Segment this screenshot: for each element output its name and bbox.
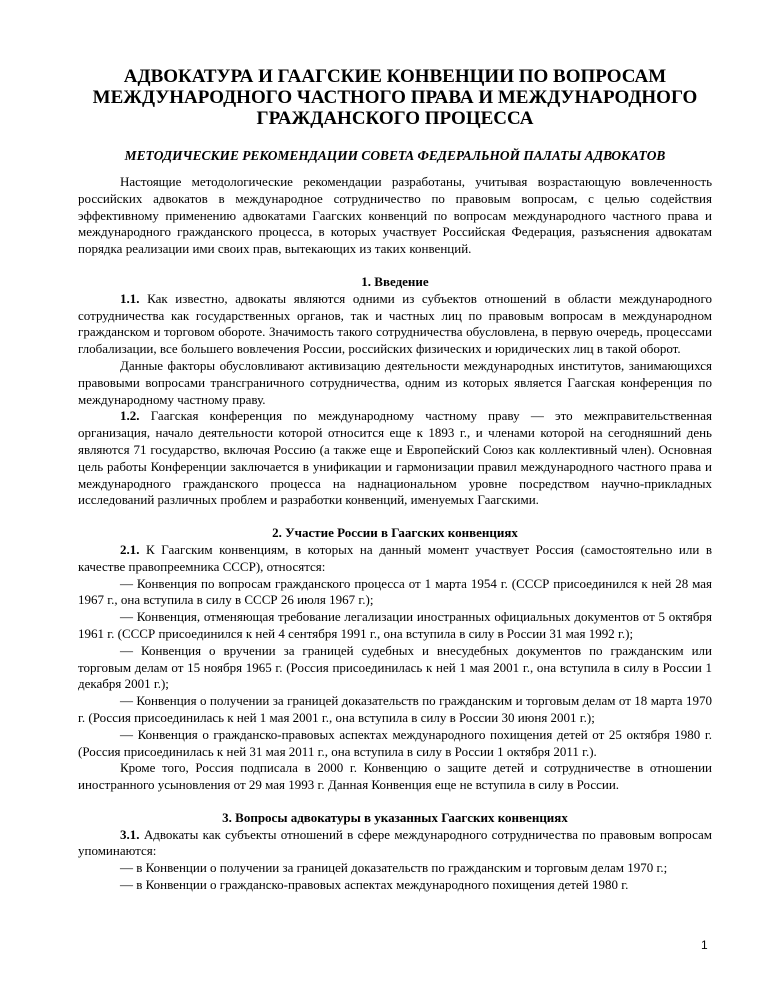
- section-1-paragraph-3: [78, 408, 712, 509]
- section-3-paragraph-1: [78, 827, 712, 861]
- section-2-paragraph-2: Кроме того, Россия подписала в 2000 г. Конвенцию о защите детей и сотрудничестве в отношении иностранного усыновления от 29 мая 1993 г. Данная Конвенция еще не вступила в силу в России.: [78, 760, 712, 793]
- document-title: [78, 66, 712, 129]
- title-line: МЕЖДУНАРОДНОГО ЧАСТНОГО ПРАВА И МЕЖДУНАРОДНОГО: [92, 87, 698, 108]
- convention-list-item: — Конвенция, отменяющая требование легализации иностранных официальных документов от 5 октября 1961 г. (СССР присоединился к ней 4 сентября 1991 г., она вступила в силу в России 31 мая 1992 г.);: [78, 609, 712, 641]
- title-line: ГРАЖДАНСКОГО ПРОЦЕССА: [256, 108, 534, 129]
- section-2-heading: 2. Участие России в Гаагских конвенциях: [272, 525, 518, 541]
- convention-list-item: — в Конвенции о получении за границей доказательств по гражданским и торговым делам 1970 г.;: [120, 860, 668, 876]
- clause-number: 2.1.: [120, 541, 140, 557]
- section-1-paragraph-1: [78, 291, 712, 358]
- paragraph-text: К Гаагским конвенциям, в которых на данный момент участвует Россия (самостоятельно или в качестве правопреемника СССР), относятся:: [78, 541, 712, 574]
- section-1-heading: 1. Введение: [361, 273, 429, 289]
- clause-number: 1.1.: [120, 290, 140, 306]
- section-1-paragraph-2: Данные факторы обусловливают активизацию деятельности международных институтов, занимающихся правовыми вопросами трансграничного сотрудничества, одним из которых является Гаагская конференция по международному частному праву.: [78, 357, 712, 407]
- document-subtitle: МЕТОДИЧЕСКИЕ РЕКОМЕНДАЦИИ СОВЕТА ФЕДЕРАЛЬНОЙ ПАЛАТЫ АДВОКАТОВ: [124, 148, 666, 163]
- clause-number: 3.1.: [120, 826, 140, 842]
- document-body: [78, 66, 712, 894]
- convention-list-item: — Конвенция о гражданско-правовых аспектах международного похищения детей от 25 октября 1980 г. (Россия присоединилась к ней 31 мая 2011 г., она вступила в силу в России 1 октября 2011 г.).: [78, 726, 712, 759]
- paragraph-text: Адвокаты как субъекты отношений в сфере международного сотрудничества по правовым вопросам упоминаются:: [78, 826, 712, 859]
- convention-list-item: — Конвенция о вручении за границей судебных и внесудебных документов по гражданским или торговым делам от 15 ноября 1965 г. (Россия присоединилась к ней 1 мая 2001 г., она вступила в силу в России 1 декабря 2001 г.);: [78, 642, 712, 692]
- intro-paragraph: Настоящие методологические рекомендации разработаны, учитывая возрастающую вовлеченность российских адвокатов в международное сотрудничество по правовым вопросам, с целью содействия эффективному применению адвокатами Гаагских конвенций по вопросам международного частного права и международного гражданского процесса, в которых участвует Российская Федерация, разъяснения адвокатам порядка реализации ими своих прав, вытекающих из таких конвенций.: [78, 174, 712, 257]
- page-number: 1: [701, 938, 708, 952]
- paragraph-text: Гаагская конференция по международному частному праву — это межправительственная организация, начало деятельности которой относится еще к 1893 г., и членами которой на сегодняшний день являются 71 государство, включая Россию (а также еще и Европейский Союз как коллективный член). Основная цель работы Конференции заключается в унификации и гармонизации правил международного частного права и международного гражданского процесса на наднациональном уровне посредством научно-прикладных исследований различных проблем и разработки конвенций, именуемых Гаагскими.: [78, 408, 712, 508]
- paragraph-text: Как известно, адвокаты являются одними из субъектов отношений в области международного сотрудничества как государственных органов, так и частных лиц по правовым вопросам в международном гражданском и торговом обороте. Значимость такого сотрудничества обусловлена, в первую очередь, процессами глобализации, все большего вовлечения России, российских физических и юридических лиц в такой оборот.: [78, 290, 712, 357]
- section-3-heading: 3. Вопросы адвокатуры в указанных Гаагских конвенциях: [222, 809, 568, 825]
- convention-list-item: — Конвенция о получении за границей доказательств по гражданским и торговым делам от 18 марта 1970 г. (Россия присоединилась к ней 1 мая 2001 г., она вступила в силу в России 30 июня 2001 г.);: [78, 693, 712, 725]
- clause-number: 1.2.: [120, 408, 140, 424]
- convention-list-item: — Конвенция по вопросам гражданского процесса от 1 марта 1954 г. (СССР присоединился к ней 28 мая 1967 г., она вступила в силу в СССР 26 июля 1967 г.);: [78, 575, 712, 608]
- convention-list-item: — в Конвенции о гражданско-правовых аспектах международного похищения детей 1980 г.: [120, 877, 629, 893]
- title-line: АДВОКАТУРА И ГААГСКИЕ КОНВЕНЦИИ ПО ВОПРОСАМ: [123, 66, 667, 87]
- section-2-paragraph-1: [78, 542, 712, 576]
